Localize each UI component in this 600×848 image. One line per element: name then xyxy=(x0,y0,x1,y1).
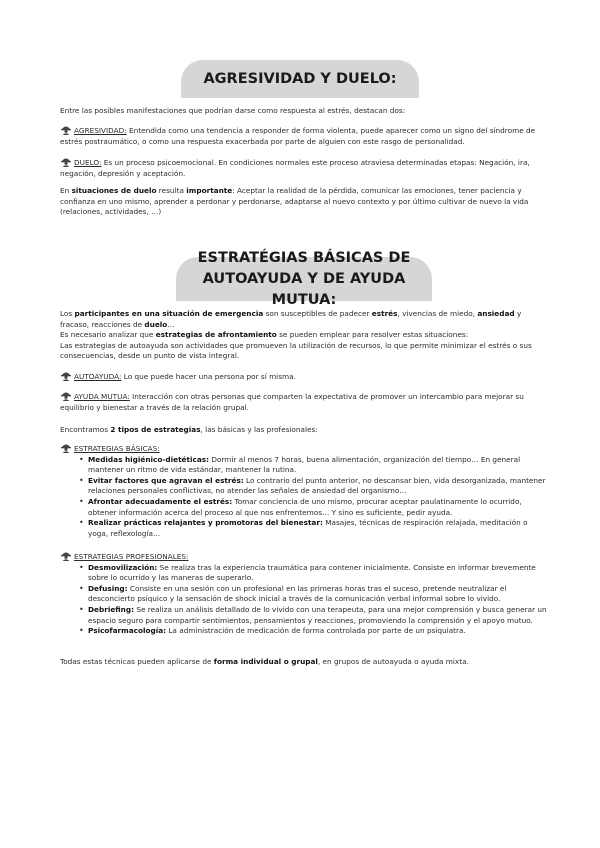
heading-text: ESTRATEGIAS PROFESIONALES: xyxy=(74,552,189,561)
firefighter-icon xyxy=(60,390,72,401)
bold-text: ansiedad xyxy=(477,309,515,318)
term-ayuda-mutua: AYUDA MUTUA: xyxy=(74,392,130,401)
list-item xyxy=(88,518,550,539)
text: En xyxy=(60,186,72,195)
text: son susceptibles de padecer xyxy=(263,309,372,318)
text: La administración de medicación de forma controlada por parte de un psiquiatra. xyxy=(166,626,466,636)
section-title-line1: ESTRATÉGIAS BÁSICAS DE xyxy=(197,249,411,266)
section-title-text: AGRESIVIDAD Y DUELO: xyxy=(203,71,397,87)
term-duelo: DUELO: xyxy=(74,158,102,167)
text: Consiste en una sesión con un profesional en las primeras horas tras el suceso, pretende neutralizar el desconcierto psíquico y la sensación de shock inicial a través de la comunicación verbal informal sobre lo vivido. xyxy=(88,583,507,604)
text: Las estrategias de autoayuda son actividades que promueven la utilización de recursos, lo que permite minimizar el estrés o sus consecuencias, desde un punto de vista integral. xyxy=(60,340,532,361)
item-duelo xyxy=(60,156,550,179)
basicas-heading xyxy=(60,442,550,455)
bold-text: Defusing: xyxy=(88,583,128,593)
bold-text: situaciones de duelo xyxy=(71,186,157,195)
bold-text: duelo xyxy=(144,319,168,329)
profesionales-heading xyxy=(60,550,550,563)
term-autoayuda: AUTOAYUDA: xyxy=(74,372,122,381)
firefighter-icon xyxy=(60,442,72,453)
text: Tomar conciencia de uno mismo, procurar aceptar paulatinamente lo ocurrido, obtener información acerca del proceso al que nos enfrentemos… Y sino es suficiente, pedir ayuda. xyxy=(88,496,522,517)
text: Lo contrario del punto anterior, no descansar bien, vida desorganizada, mantener relaciones personales conflictivas, no atender las señales de ansiedad del organismo… xyxy=(88,475,546,496)
bold-text: Evitar factores que agravan el estrés: xyxy=(88,475,244,485)
list-item xyxy=(88,476,550,497)
heading-text: ESTRATEGIAS BÁSICAS: xyxy=(74,444,160,453)
bold-text: Debriefing: xyxy=(88,604,135,614)
firefighter-icon xyxy=(60,370,72,381)
bold-text: Medidas higiénico-dietéticas: xyxy=(88,454,210,464)
item-agresividad xyxy=(60,124,550,147)
bold-text: importante xyxy=(186,186,233,195)
item-ayuda-mutua xyxy=(60,390,550,413)
estrategias-profesionales xyxy=(60,550,550,637)
section2-intro xyxy=(60,309,550,362)
section2-closing xyxy=(60,657,550,668)
item-autoayuda xyxy=(60,370,550,383)
text: Dormir al menos 7 horas, buena alimentación, organización del tiempo… En general mantener un ritmo de vida estándar, mantener la rutina. xyxy=(88,454,521,475)
estrategias-basicas xyxy=(60,442,550,539)
text: resulta xyxy=(156,186,187,195)
bold-text: Psicofarmacología: xyxy=(88,626,167,636)
section1-intro: Entre las posibles manifestaciones que podrían darse como respuesta al estrés, destacan dos: xyxy=(60,106,406,115)
text: se pueden emplear para resolver estas situaciones: xyxy=(276,330,469,340)
section-title-estrategias xyxy=(176,249,432,308)
list-item xyxy=(88,626,550,637)
profesionales-list xyxy=(60,563,550,637)
bold-text: forma individual o grupal xyxy=(213,657,318,666)
text: , las básicas y las profesionales: xyxy=(200,425,318,434)
text: Encontramos xyxy=(60,425,111,434)
text-autoayuda: Lo que puede hacer una persona por sí misma. xyxy=(121,372,296,381)
firefighter-icon xyxy=(60,550,72,561)
list-item xyxy=(88,605,550,626)
firefighter-icon xyxy=(60,156,72,167)
text-ayuda-mutua: Interacción con otras personas que comparten la expectativa de promover un intercambio para mejorar su equilibrio y bienestar a través de la relación grupal. xyxy=(60,392,524,412)
list-item xyxy=(88,455,550,476)
bold-text: estrés xyxy=(371,309,398,318)
bold-text: participantes en una situación de emergencia xyxy=(74,309,264,318)
list-item xyxy=(88,584,550,605)
text: … xyxy=(167,319,175,329)
text-agresividad: Entendida como una tendencia a responder de forma violenta, puede aparecer como un signo del síndrome de estrés postraumático, o como una respuesta exacerbada por parte de alguien con este rasgo de personalidad. xyxy=(60,126,536,146)
text: Masajes, técnicas de respiración relajada, meditación o yoga, reflexología… xyxy=(88,518,528,538)
text: Todas estas técnicas pueden aplicarse de xyxy=(60,657,214,666)
section-title-agresividad xyxy=(181,60,419,98)
tipos-estrategias xyxy=(60,425,550,436)
text: Es necesario analizar que xyxy=(60,330,156,340)
bold-text: Desmovilización: xyxy=(88,562,158,572)
firefighter-icon xyxy=(60,124,72,135)
bold-text: 2 tipos de estrategias xyxy=(110,425,201,434)
bold-text: Realizar prácticas relajantes y promotoras del bienestar: xyxy=(88,518,323,528)
text-duelo: Es un proceso psicoemocional. En condiciones normales este proceso atraviesa determinadas etapas: Negación, ira, negación, depresión y aceptación. xyxy=(60,158,530,178)
basicas-list xyxy=(60,455,550,540)
term-agresividad: AGRESIVIDAD: xyxy=(74,126,127,135)
text: Se realiza tras la experiencia traumática para contener inicialmente. Consiste en informar brevemente sobre lo ocurrido y las maneras de superarlo. xyxy=(88,562,536,583)
text: , vivencias de miedo, xyxy=(397,309,478,318)
list-item xyxy=(88,563,550,584)
bold-text: estrategias de afrontamiento xyxy=(155,330,277,340)
text: y fracaso, reacciones de xyxy=(60,309,522,329)
text: Los xyxy=(60,309,75,318)
bold-text: Afrontar adecuadamente el estrés: xyxy=(88,496,233,506)
text: Se realiza un análisis detallado de lo vivido con una terapeuta, para una mejor comprensión y busca generar un espacio seguro para compartir sentimientos, pensamientos y reacciones, promoviendo la comprensión y el apoyo mutuo. xyxy=(88,604,547,625)
text: , en grupos de autoayuda o ayuda mixta. xyxy=(317,657,469,666)
text: : Aceptar la realidad de la pérdida, comunicar las emociones, tener paciencia y confianza en uno mismo, aprender a perdonar y perdonarse, adaptarse al nuevo contexto y por último cultivar de nuevo la vida (relaciones, actividades, …) xyxy=(60,186,529,217)
list-item xyxy=(88,497,550,518)
section-title-line2: AUTOAYUDA Y DE AYUDA MUTUA: xyxy=(202,270,406,308)
section1-closing xyxy=(60,186,550,218)
